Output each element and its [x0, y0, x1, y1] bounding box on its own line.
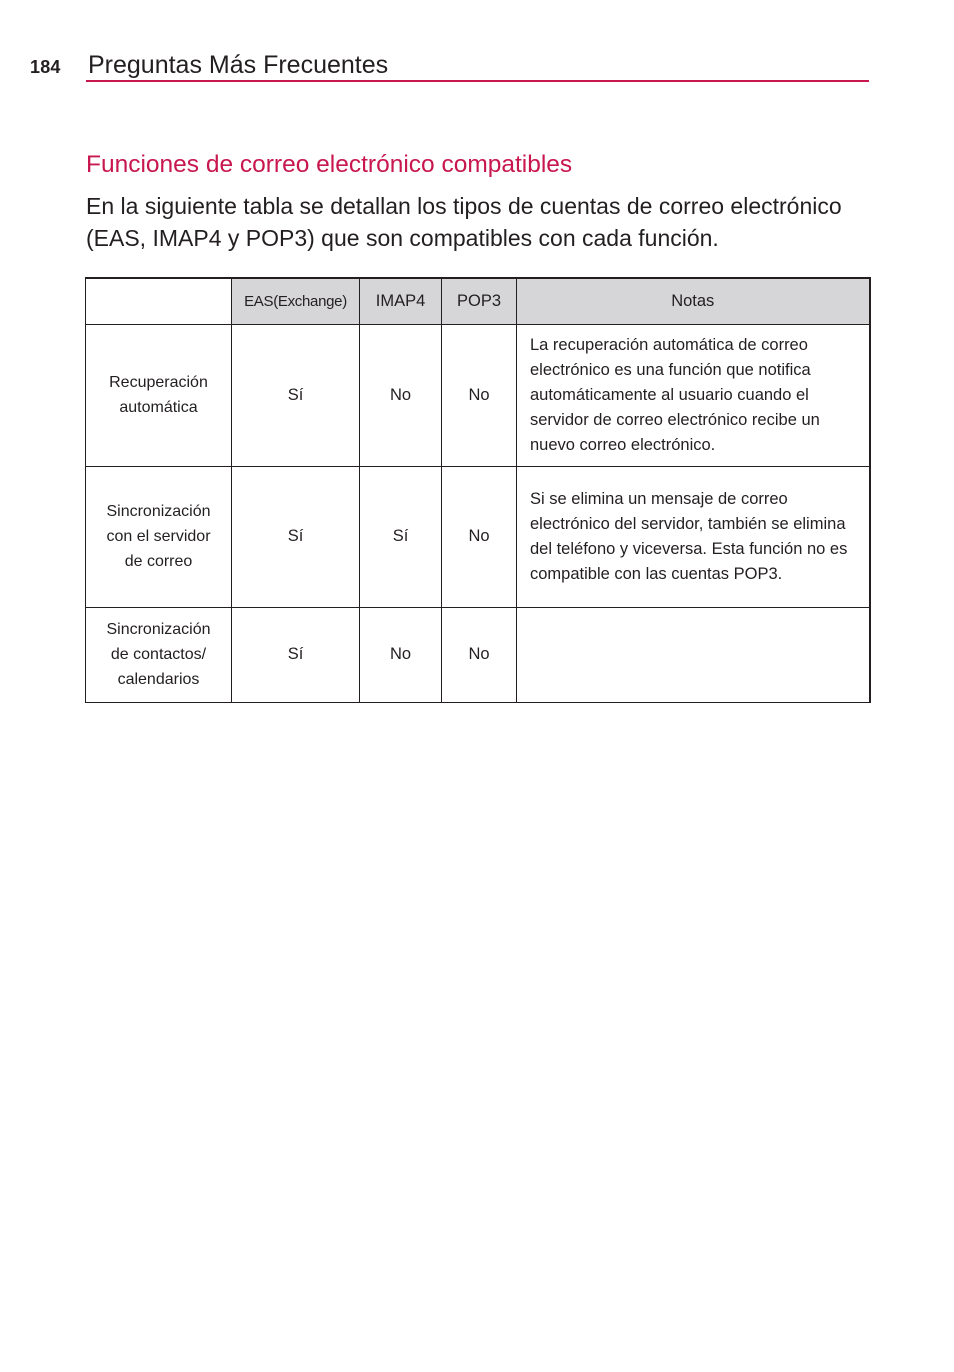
- header-cell-eas: EAS(Exchange): [232, 278, 360, 324]
- header-rule: [86, 80, 869, 82]
- page-number: 184: [30, 57, 61, 77]
- table-row: [86, 607, 870, 702]
- feature-cell: Recuperación automática: [86, 324, 232, 466]
- table-header-row: [86, 278, 870, 324]
- intro-paragraph: En la siguiente tabla se detallan los tipos de cuentas de correo electrónico (EAS, IMAP4 y POP3) que son compatibles con cada función.: [86, 193, 842, 251]
- header-cell-pop3: POP3: [442, 278, 517, 324]
- pop3-cell: No: [442, 607, 517, 702]
- email-features-table: [85, 277, 871, 703]
- feature-cell: Sincronización de contactos/ calendarios: [86, 607, 232, 702]
- header-cell-notes: Notas: [517, 278, 870, 324]
- imap4-cell: Sí: [360, 466, 442, 607]
- table-row: [86, 466, 870, 607]
- pop3-cell: No: [442, 466, 517, 607]
- imap4-cell: No: [360, 324, 442, 466]
- section-title: Funciones de correo electrónico compatibles: [86, 151, 573, 178]
- feature-cell: Sincronización con el servidor de correo: [86, 466, 232, 607]
- notes-cell: [517, 607, 870, 702]
- header-cell-imap4: IMAP4: [360, 278, 442, 324]
- pop3-cell: No: [442, 324, 517, 466]
- eas-cell: Sí: [232, 466, 360, 607]
- notes-cell: Si se elimina un mensaje de correo electrónico del servidor, también se elimina del teléfono y viceversa. Esta función no es compatible con las cuentas POP3.: [517, 466, 870, 607]
- running-header: Preguntas Más Frecuentes: [88, 51, 389, 79]
- notes-cell: La recuperación automática de correo electrónico es una función que notifica automáticamente al usuario cuando el servidor de correo electrónico recibe un nuevo correo electrónico.: [517, 324, 870, 466]
- eas-cell: Sí: [232, 607, 360, 702]
- header-cell-feature: [86, 278, 232, 324]
- table-row: [86, 324, 870, 466]
- eas-cell: Sí: [232, 324, 360, 466]
- imap4-cell: No: [360, 607, 442, 702]
